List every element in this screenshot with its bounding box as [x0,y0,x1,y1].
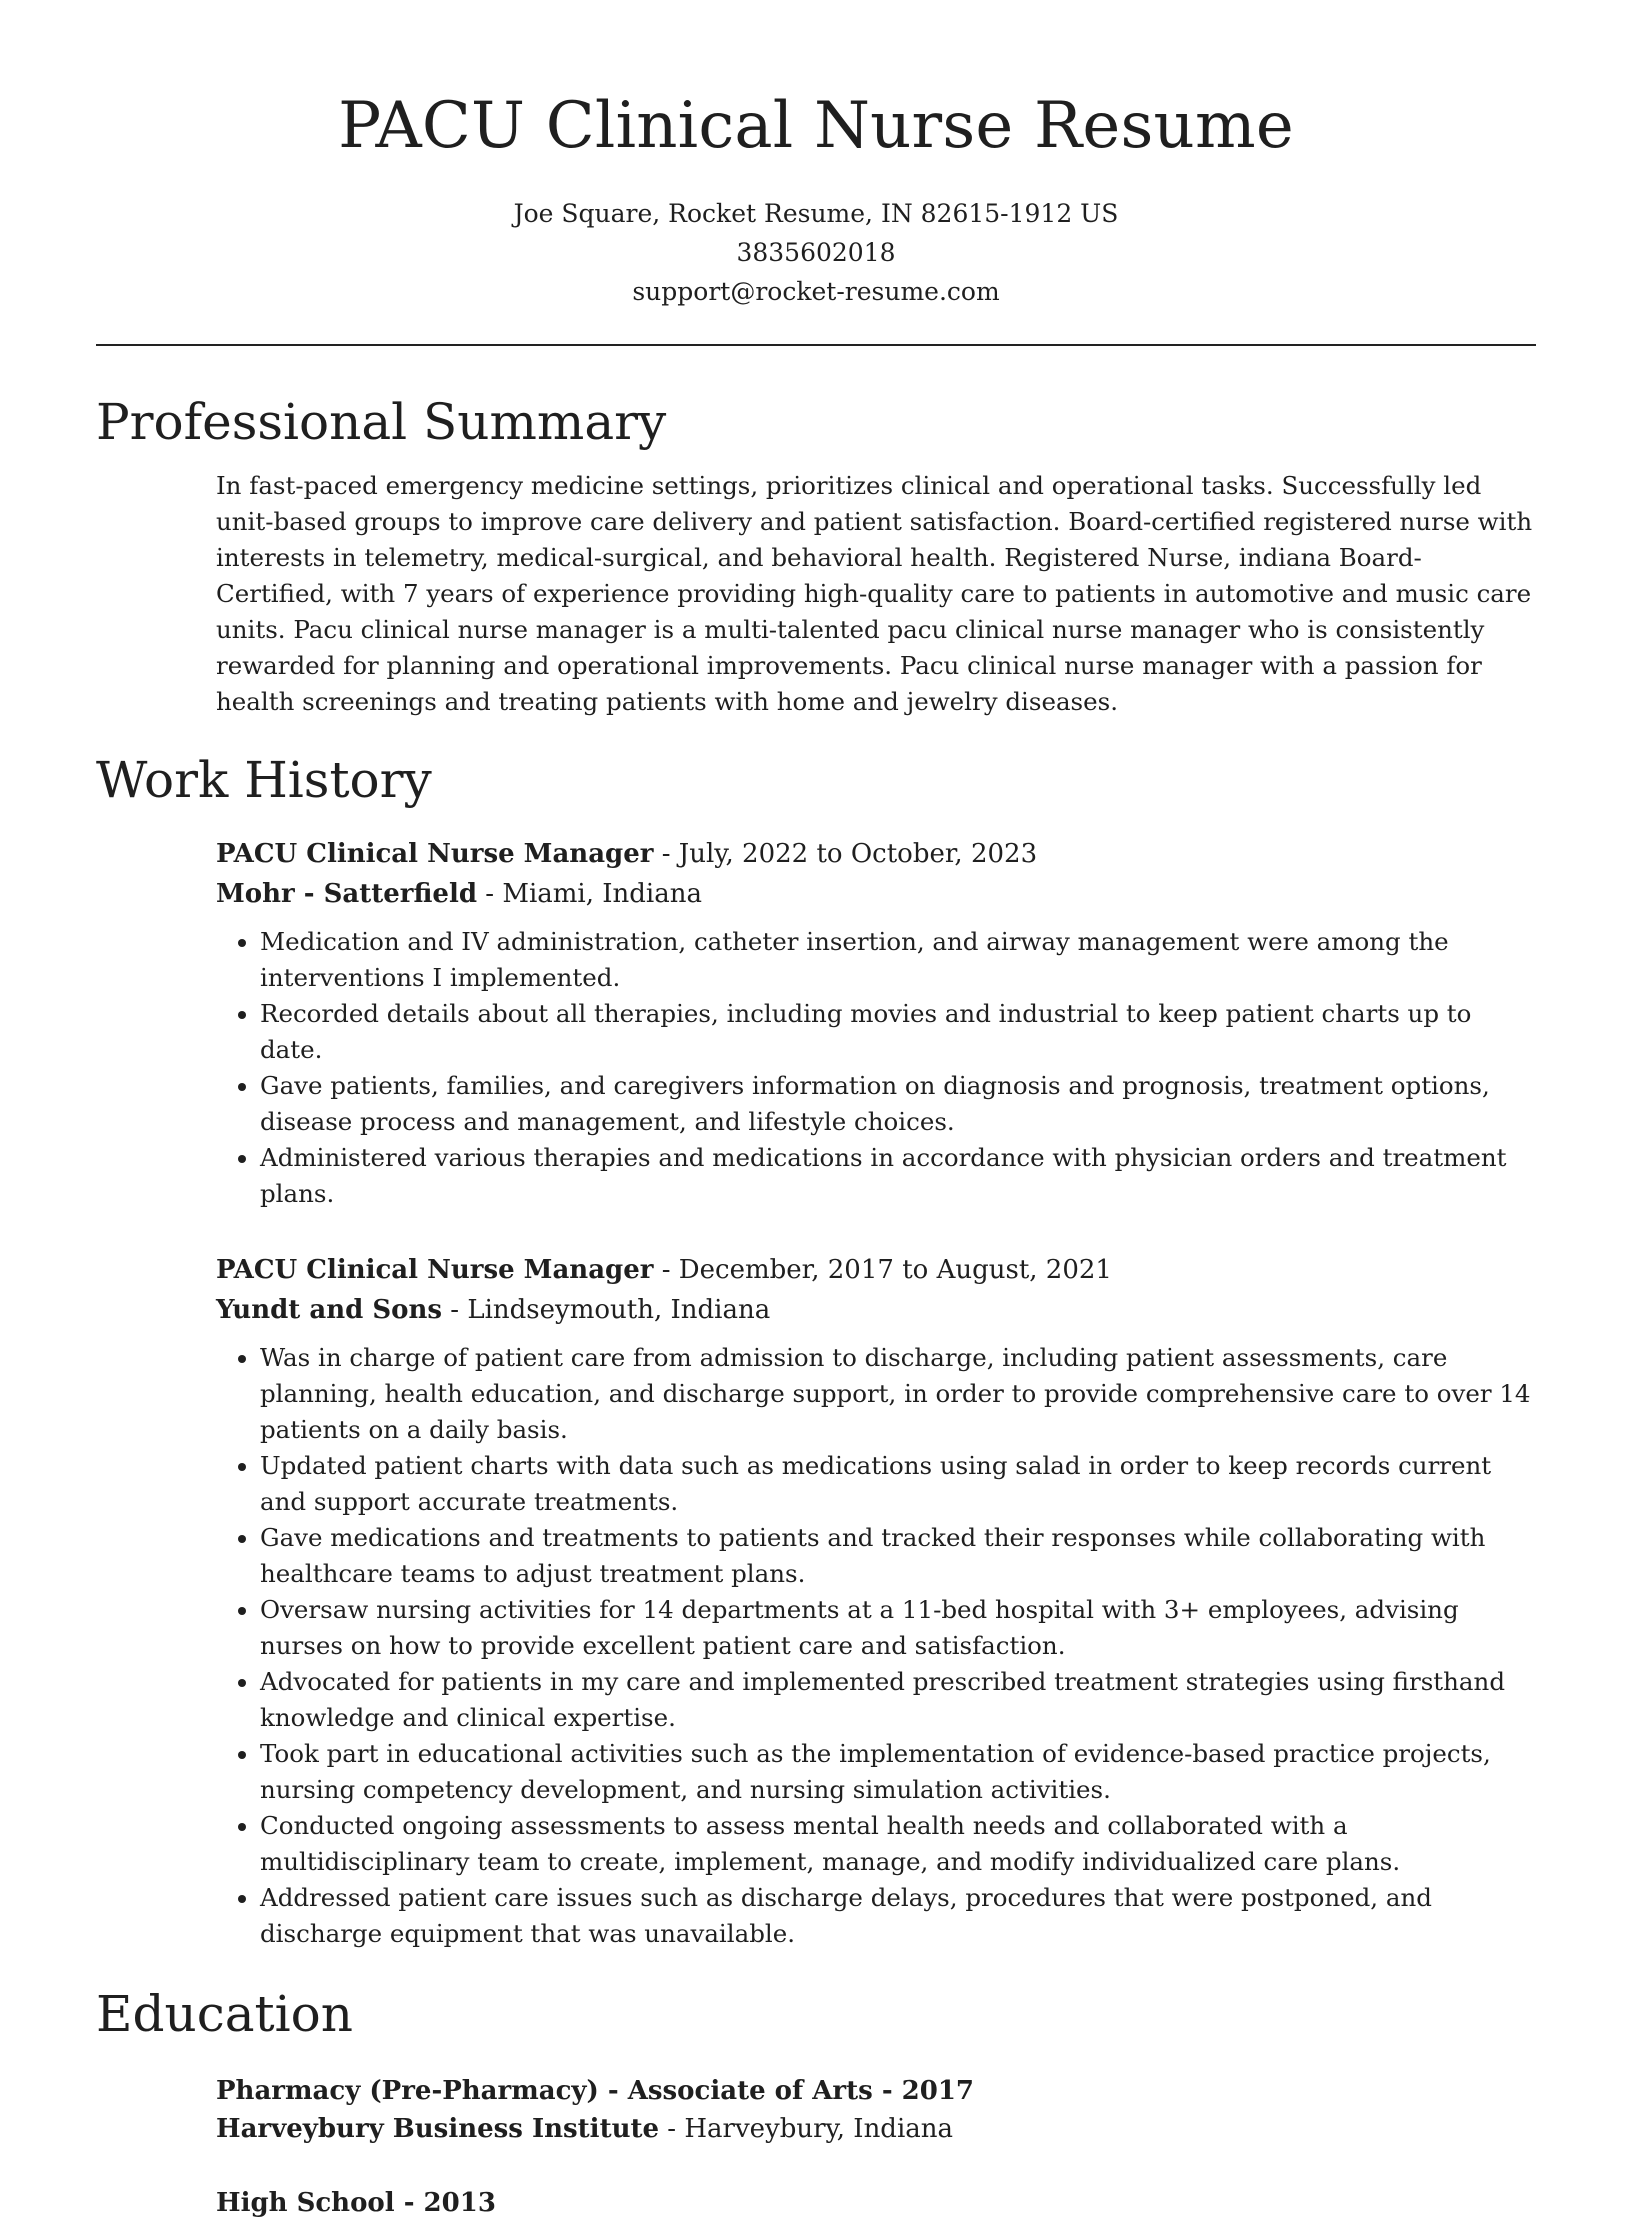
summary-text: In fast-paced emergency medicine settings, prioritizes clinical and operational tasks. Successfully led unit-based groups to improve care delivery and patient satisfaction. Board-certified registered nurse with interests in telemetry, medical-surgical, and behavioral health. Registered Nurse, indiana Board-Certified, with 7 years of experience providing high-quality care to patients in automotive and music care units. Pacu clinical nurse manager is a multi-talented pacu clinical nurse manager who is consistently rewarded for planning and operational improvements. Pacu clinical nurse manager with a passion for health screenings and treating patients with home and jewelry diseases. [216,471,1533,716]
education-entry [216,2184,1536,2222]
education-degree: Pharmacy (Pre-Pharmacy) - Associate of Arts - 2017 [216,2076,975,2106]
header-divider [96,344,1536,346]
list-item: • Oversaw nursing activities for 14 departments at a 11-bed hospital with 3+ employees, advising nurses on how to provide excellent patient care and satisfaction. [260,1592,1536,1664]
resume-title: PACU Clinical Nurse Resume [338,89,1294,163]
job-company-line [216,874,1536,914]
list-item: • Addressed patient care issues such as discharge delays, procedures that were postponed, and discharge equipment that was unavailable. [260,1880,1536,1952]
list-item: • Updated patient charts with data such as medications using salad in order to keep records current and support accurate treatments. [260,1448,1536,1520]
resume-page [96,0,1536,2222]
section-title-work-history: Work History [96,751,432,809]
list-item: • Medication and IV administration, catheter insertion, and airway management were among the interventions I implemented. [260,924,1536,996]
education-school-line [216,2110,1536,2148]
contact-address: Joe Square, Rocket Resume, IN 82615-1912 US [513,199,1119,228]
job-entry [216,834,1536,1212]
job-bullets [216,1340,1536,1952]
list-item: • Gave medications and treatments to patients and tracked their responses while collaborating with healthcare teams to adjust treatment plans. [260,1520,1536,1592]
job-company: Mohr - Satterfield [216,879,478,909]
contact-phone: 3835602018 [736,238,896,267]
job-role: PACU Clinical Nurse Manager [216,839,654,869]
contact-info [96,194,1536,311]
job-dates: - July, 2022 to October, 2023 [653,839,1038,869]
job-role: PACU Clinical Nurse Manager [216,1255,654,1285]
section-title-education: Education [96,1985,353,2043]
job-title-line [216,834,1536,874]
job-company: Yundt and Sons [216,1295,442,1325]
job-location: - Miami, Indiana [477,879,702,909]
list-item: • Took part in educational activities such as the implementation of evidence-based practice projects, nursing competency development, and nursing simulation activities. [260,1736,1536,1808]
job-company-line [216,1290,1536,1330]
education-location: - Harveybury, Indiana [659,2114,954,2144]
list-item: • Conducted ongoing assessments to assess mental health needs and collaborated with a multidisciplinary team to create, implement, manage, and modify individualized care plans. [260,1808,1536,1880]
list-item: • Was in charge of patient care from admission to discharge, including patient assessments, care planning, health education, and discharge support, in order to provide comprehensive care to over 14 patients on a daily basis. [260,1340,1536,1448]
education-degree: High School - 2013 [216,2188,496,2218]
job-location: - Lindseymouth, Indiana [442,1295,771,1325]
section-title-summary: Professional Summary [96,393,667,451]
job-bullets [216,924,1536,1212]
resume-header [96,0,1536,311]
list-item: • Recorded details about all therapies, including movies and industrial to keep patient charts up to date. [260,996,1536,1068]
job-entry [216,1250,1536,1952]
list-item: • Administered various therapies and medications in accordance with physician orders and treatment plans. [260,1140,1536,1212]
education-entry [216,2072,1536,2148]
list-item: • Gave patients, families, and caregivers information on diagnosis and prognosis, treatment options, disease process and management, and lifestyle choices. [260,1068,1536,1140]
job-dates: - December, 2017 to August, 2021 [653,1255,1112,1285]
list-item: • Advocated for patients in my care and implemented prescribed treatment strategies using firsthand knowledge and clinical expertise. [260,1664,1536,1736]
education-school: Harveybury Business Institute [216,2114,660,2144]
contact-email: support@rocket-resume.com [632,277,1000,306]
job-title-line [216,1250,1536,1290]
